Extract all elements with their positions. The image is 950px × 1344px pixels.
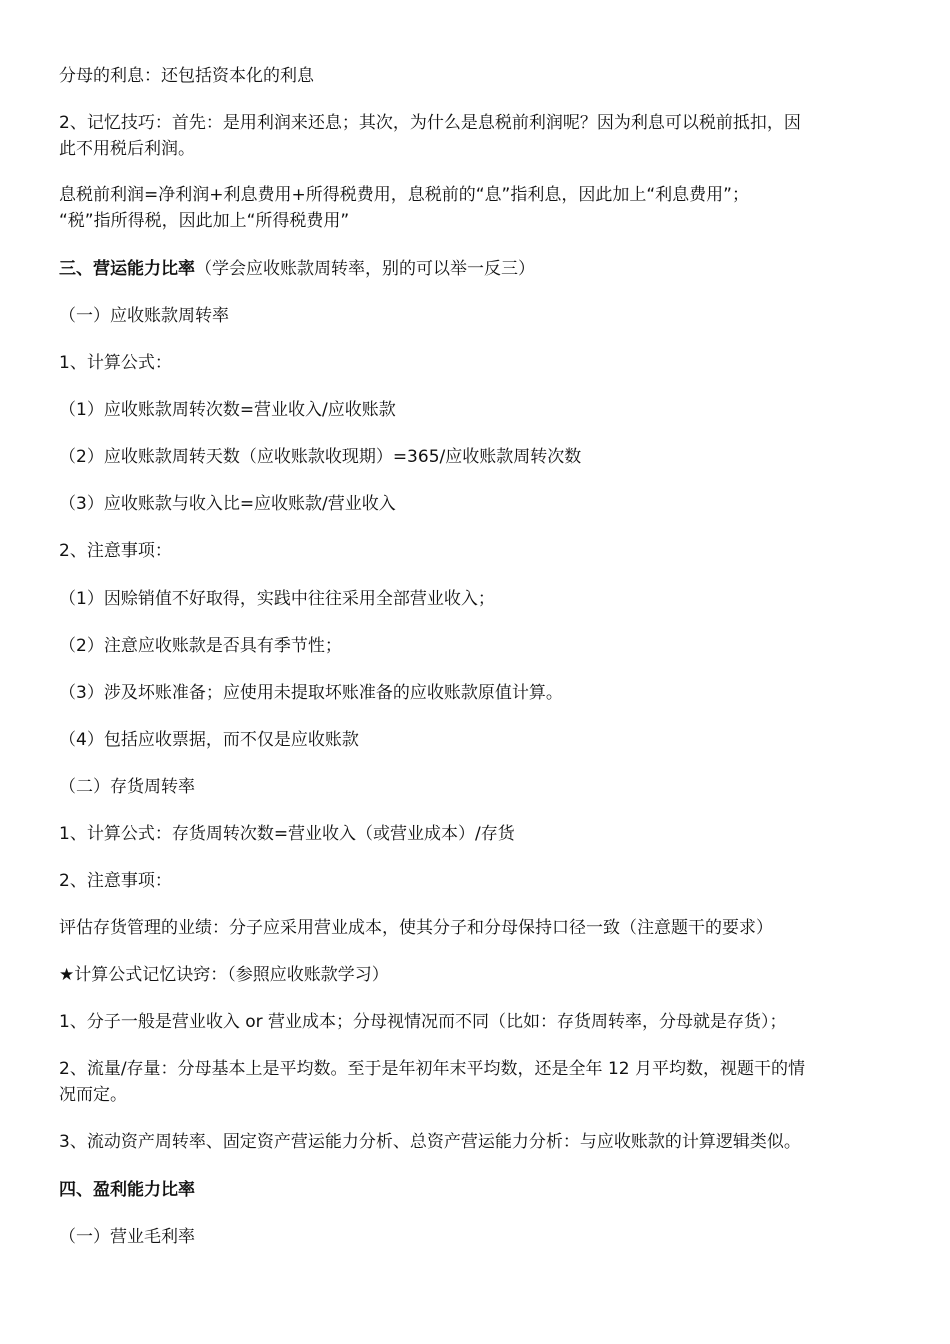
paragraph-ebit-formula-line1: 息税前利润=净利润+利息费用+所得税费用，息税前的“息”指利息，因此加上“利息费用”；: [59, 185, 749, 205]
memory-tip-2-line1: 2、流量/存量：分母基本上是平均数。至于是年初年末平均数，还是全年 12 月平均数，视题干的情: [59, 1059, 805, 1079]
receivables-formula-2: （2）应收账款周转天数（应收账款收现期）=365/应收账款周转次数: [59, 447, 582, 467]
inventory-notes-title: 2、注意事项：: [59, 871, 172, 891]
section-heading-note: （学会应收账款周转率，别的可以举一反三）: [195, 259, 535, 279]
receivables-notes-title: 2、注意事项：: [59, 541, 172, 561]
memory-tip-3: 3、流动资产周转率、固定资产营运能力分析、总资产营运能力分析：与应收账款的计算逻辑类似。: [59, 1132, 801, 1152]
receivables-formula-3: （3）应收账款与收入比=应收账款/营业收入: [59, 494, 396, 514]
paragraph-memory-tip-line1: 2、记忆技巧：首先：是用利润来还息；其次，为什么是息税前利润呢？因为利息可以税前抵扣，因: [59, 113, 801, 133]
memory-tip-2-line2: 况而定。: [59, 1085, 127, 1105]
paragraph-interest-denominator: 分母的利息：还包括资本化的利息: [59, 66, 314, 86]
section-heading-title: 三、营运能力比率: [59, 259, 195, 279]
inventory-note-1: 评估存货管理的业绩：分子应采用营业成本，使其分子和分母保持口径一致（注意题干的要求）: [59, 918, 773, 938]
receivables-note-2: （2）注意应收账款是否具有季节性；: [59, 636, 342, 656]
receivables-formula-1: （1）应收账款周转次数=营业收入/应收账款: [59, 400, 396, 420]
paragraph-ebit-formula-line2: “税”指所得税，因此加上“所得税费用”: [59, 211, 350, 231]
paragraph-memory-tip-line2: 此不用税后利润。: [59, 139, 195, 159]
receivables-formula-title: 1、计算公式：: [59, 353, 172, 373]
section-heading-operating-ratios: [59, 256, 899, 282]
subsection-receivables-turnover: （一）应收账款周转率: [59, 306, 229, 326]
receivables-note-4: （4）包括应收票据，而不仅是应收账款: [59, 730, 359, 750]
receivables-note-1: （1）因赊销值不好取得，实践中往往采用全部营业收入；: [59, 589, 495, 609]
inventory-formula: 1、计算公式：存货周转次数=营业收入（或营业成本）/存货: [59, 824, 515, 844]
subsection-inventory-turnover: （二）存货周转率: [59, 777, 195, 797]
section-heading-profitability-ratios: 四、盈利能力比率: [59, 1180, 195, 1200]
memory-tip-1: 1、分子一般是营业收入 or 营业成本；分母视情况而不同（比如：存货周转率，分母就是存货）；: [59, 1012, 787, 1032]
memory-tips-title: ★计算公式记忆诀窍：（参照应收账款学习）: [59, 965, 389, 985]
subsection-gross-margin: （一）营业毛利率: [59, 1227, 195, 1247]
receivables-note-3: （3）涉及坏账准备；应使用未提取坏账准备的应收账款原值计算。: [59, 683, 563, 703]
